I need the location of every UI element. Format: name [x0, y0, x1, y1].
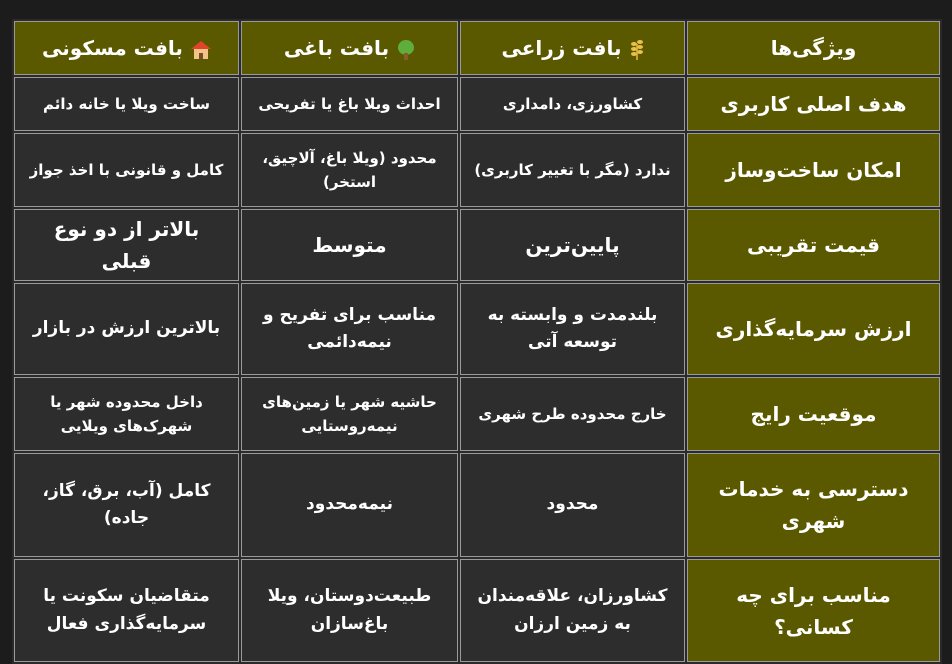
cell-garden: محدود (ویلا باغ، آلاچیق، استخر): [240, 132, 459, 208]
cell-garden: حاشیه شهر یا زمین‌های نیمه‌روستایی: [240, 376, 459, 452]
table-row: [13, 376, 941, 452]
cell-agricultural: محدود: [459, 452, 686, 558]
cell-agricultural: بلندمدت و وابسته به توسعه آتی: [459, 282, 686, 376]
row-label-price: قیمت تقریبی: [686, 208, 941, 282]
land-type-comparison-table: [12, 19, 942, 664]
cell-agricultural: کشاورزان، علاقه‌مندان به زمین ارزان: [459, 558, 686, 663]
cell-agricultural: ندارد (مگر با تغییر کاربری): [459, 132, 686, 208]
row-label-suitable-for: مناسب برای چه کسانی؟: [686, 558, 941, 663]
comparison-table-frame: [12, 19, 940, 644]
table-row: [13, 282, 941, 376]
cell-garden: احداث ویلا باغ یا تفریحی: [240, 76, 459, 132]
cell-agricultural: خارج محدوده طرح شهری: [459, 376, 686, 452]
cell-garden: مناسب برای تفریح و نیمه‌دائمی: [240, 282, 459, 376]
cell-residential: کامل و قانونی با اخذ جواز: [13, 132, 240, 208]
table-row: [13, 76, 941, 132]
wheat-icon: [630, 40, 644, 60]
header-features: ویژگی‌ها: [686, 20, 941, 76]
header-garden: بافت باغی: [240, 20, 459, 76]
row-label-urban-services: دسترسی به خدمات شهری: [686, 452, 941, 558]
table-row: [13, 558, 941, 663]
table-row: [13, 132, 941, 208]
cell-agricultural: پایین‌ترین: [459, 208, 686, 282]
cell-residential: متقاضیان سکونت یا سرمایه‌گذاری فعال: [13, 558, 240, 663]
cell-residential: کامل (آب، برق، گاز، جاده): [13, 452, 240, 558]
table-header-row: [13, 20, 941, 76]
row-label-investment-value: ارزش سرمایه‌گذاری: [686, 282, 941, 376]
cell-residential: بالاترین ارزش در بازار: [13, 282, 240, 376]
table-row: [13, 452, 941, 558]
cell-garden: متوسط: [240, 208, 459, 282]
table-row: [13, 208, 941, 282]
row-label-construction: امکان ساخت‌وساز: [686, 132, 941, 208]
cell-garden: نیمه‌محدود: [240, 452, 459, 558]
header-residential: بافت مسکونی: [13, 20, 240, 76]
row-label-main-purpose: هدف اصلی کاربری: [686, 76, 941, 132]
header-agricultural: بافت زراعی: [459, 20, 686, 76]
tree-icon: [397, 40, 415, 60]
house-icon: [191, 41, 211, 59]
cell-garden: طبیعت‌دوستان، ویلا باغ‌سازان: [240, 558, 459, 663]
cell-residential: داخل محدوده شهر یا شهرک‌های ویلایی: [13, 376, 240, 452]
row-label-location: موقعیت رایج: [686, 376, 941, 452]
cell-residential: ساخت ویلا یا خانه دائم: [13, 76, 240, 132]
cell-agricultural: کشاورزی، دامداری: [459, 76, 686, 132]
cell-residential: بالاتر از دو نوع قبلی: [13, 208, 240, 282]
